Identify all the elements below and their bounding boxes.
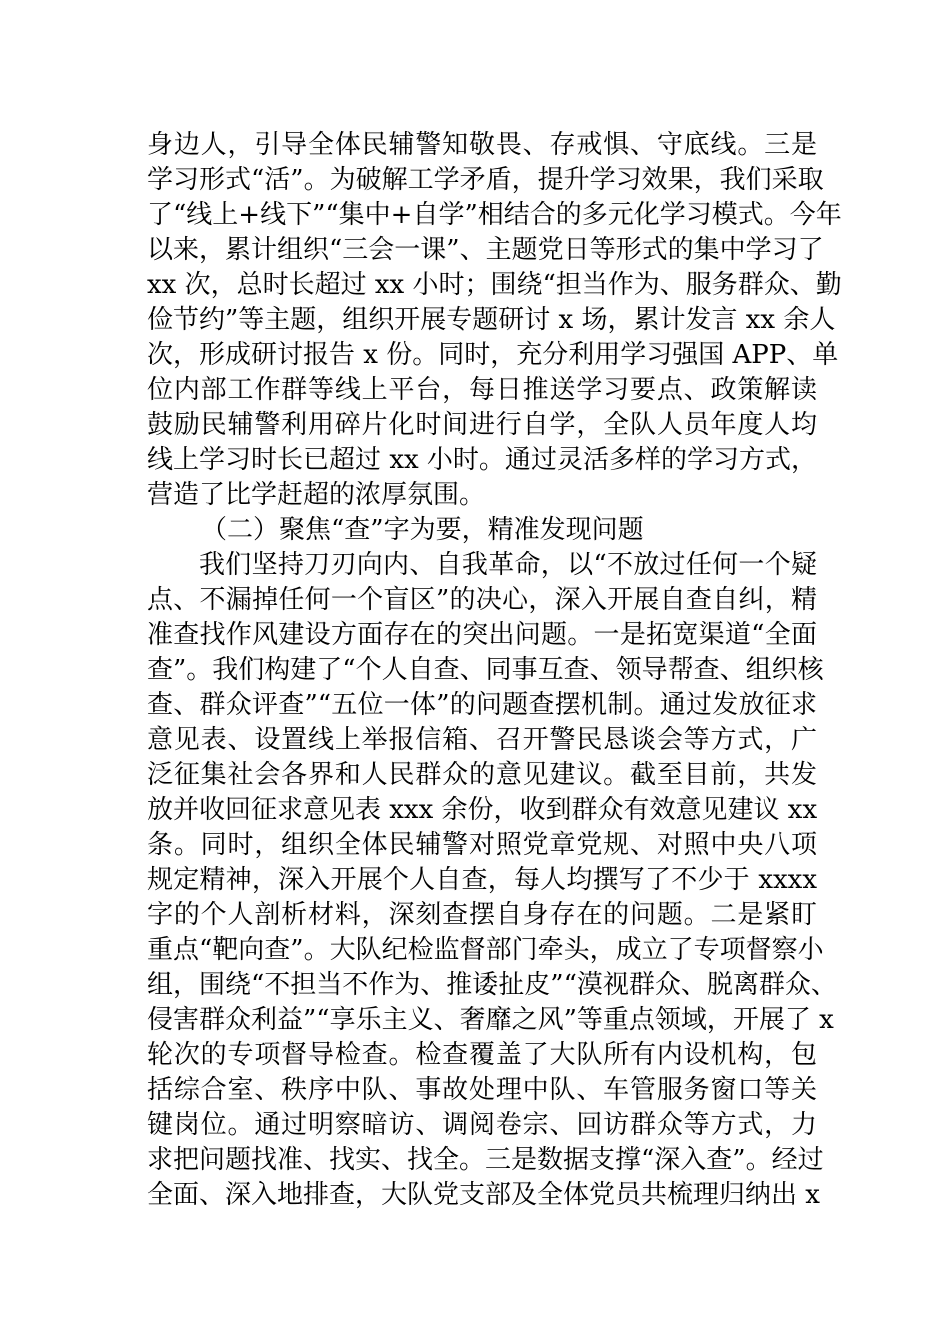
text-line: 意见表、设置线上举报信箱、召开警民恳谈会等方式，广 <box>147 725 817 755</box>
text-line: 次，形成研讨报告 x 份。同时，充分利用学习强国 APP、单 <box>147 340 839 370</box>
text-line: xx 次，总时长超过 xx 小时；围绕“担当作为、服务群众、勤 <box>147 270 842 300</box>
text-line: 准查找作风建设方面存在的突出问题。一是拓宽渠道“全面 <box>147 620 817 650</box>
text-line: 键岗位。通过明察暗访、调阅卷宗、回访群众等方式，力 <box>147 1110 817 1140</box>
paragraph-study-forms <box>147 128 842 513</box>
text-line: 字的个人剖析材料，深刻查摆自身存在的问题。二是紧盯 <box>147 900 817 930</box>
text-line: 点、不漏掉任何一个盲区”的决心，深入开展自查自纠，精 <box>147 585 817 615</box>
text-line: 俭节约”等主题，组织开展专题研讨 x 场，累计发言 xx 余人 <box>147 305 836 335</box>
document-body <box>147 128 842 1213</box>
text-line: 侵害群众利益”“享乐主义、奢靡之风”等重点领域，开展了 x <box>147 1005 834 1035</box>
text-line: 规定精神，深入开展个人自查，每人均撰写了不少于 xxxx <box>147 865 817 895</box>
text-line: 位内部工作群等线上平台，每日推送学习要点、政策解读 <box>147 375 817 405</box>
text-line: 括综合室、秩序中队、事故处理中队、车管服务窗口等关 <box>147 1075 817 1105</box>
paragraph-self-inspection <box>147 548 837 1213</box>
text-line: 条。同时，组织全体民辅警对照党章党规、对照中央八项 <box>147 830 817 860</box>
text-line: 鼓励民辅警利用碎片化时间进行自学，全队人员年度人均 <box>147 410 817 440</box>
text-line: 组，围绕“不担当不作为、推诿扯皮”“漠视群众、脱离群众、 <box>147 970 837 1000</box>
text-line: 重点“靶向查”。大队纪检监督部门牵头，成立了专项督察小 <box>147 935 824 965</box>
text-line: 放并收回征求意见表 xxx 余份，收到群众有效意见建议 xx <box>147 795 818 825</box>
text-line: 线上学习时长已超过 xx 小时。通过灵活多样的学习方式， <box>147 445 817 475</box>
section-heading: （二）聚焦“查”字为要，精准发现问题 <box>201 515 644 545</box>
text-line: 身边人，引导全体民辅警知敬畏、存戒惧、守底线。三是 <box>147 130 817 160</box>
text-line: 求把问题找准、找实、找全。三是数据支撑“深入查”。经过 <box>147 1145 824 1175</box>
text-line: 全面、深入地排查，大队党支部及全体党员共梳理归纳出 x <box>147 1180 820 1210</box>
text-line: 查”。我们构建了“个人自查、同事互查、领导帮查、组织核 <box>147 655 824 685</box>
text-line: 查、群众评查”“五位一体”的问题查摆机制。通过发放征求 <box>147 690 817 720</box>
text-line: 我们坚持刀刃向内、自我革命，以“不放过任何一个疑 <box>199 550 817 580</box>
text-line: 泛征集社会各界和人民群众的意见建议。截至目前，共发 <box>147 760 817 790</box>
text-line: 以来，累计组织“三会一课”、主题党日等形式的集中学习了 <box>147 235 824 265</box>
text-line: 了“线上+线下”“集中+自学”相结合的多元化学习模式。今年 <box>147 200 842 230</box>
text-line: 学习形式“活”。为破解工学矛盾，提升学习效果，我们采取 <box>147 165 824 195</box>
text-line: 营造了比学赶超的浓厚氛围。 <box>147 480 486 510</box>
text-line: 轮次的专项督导检查。检查覆盖了大队所有内设机构，包 <box>147 1040 817 1070</box>
